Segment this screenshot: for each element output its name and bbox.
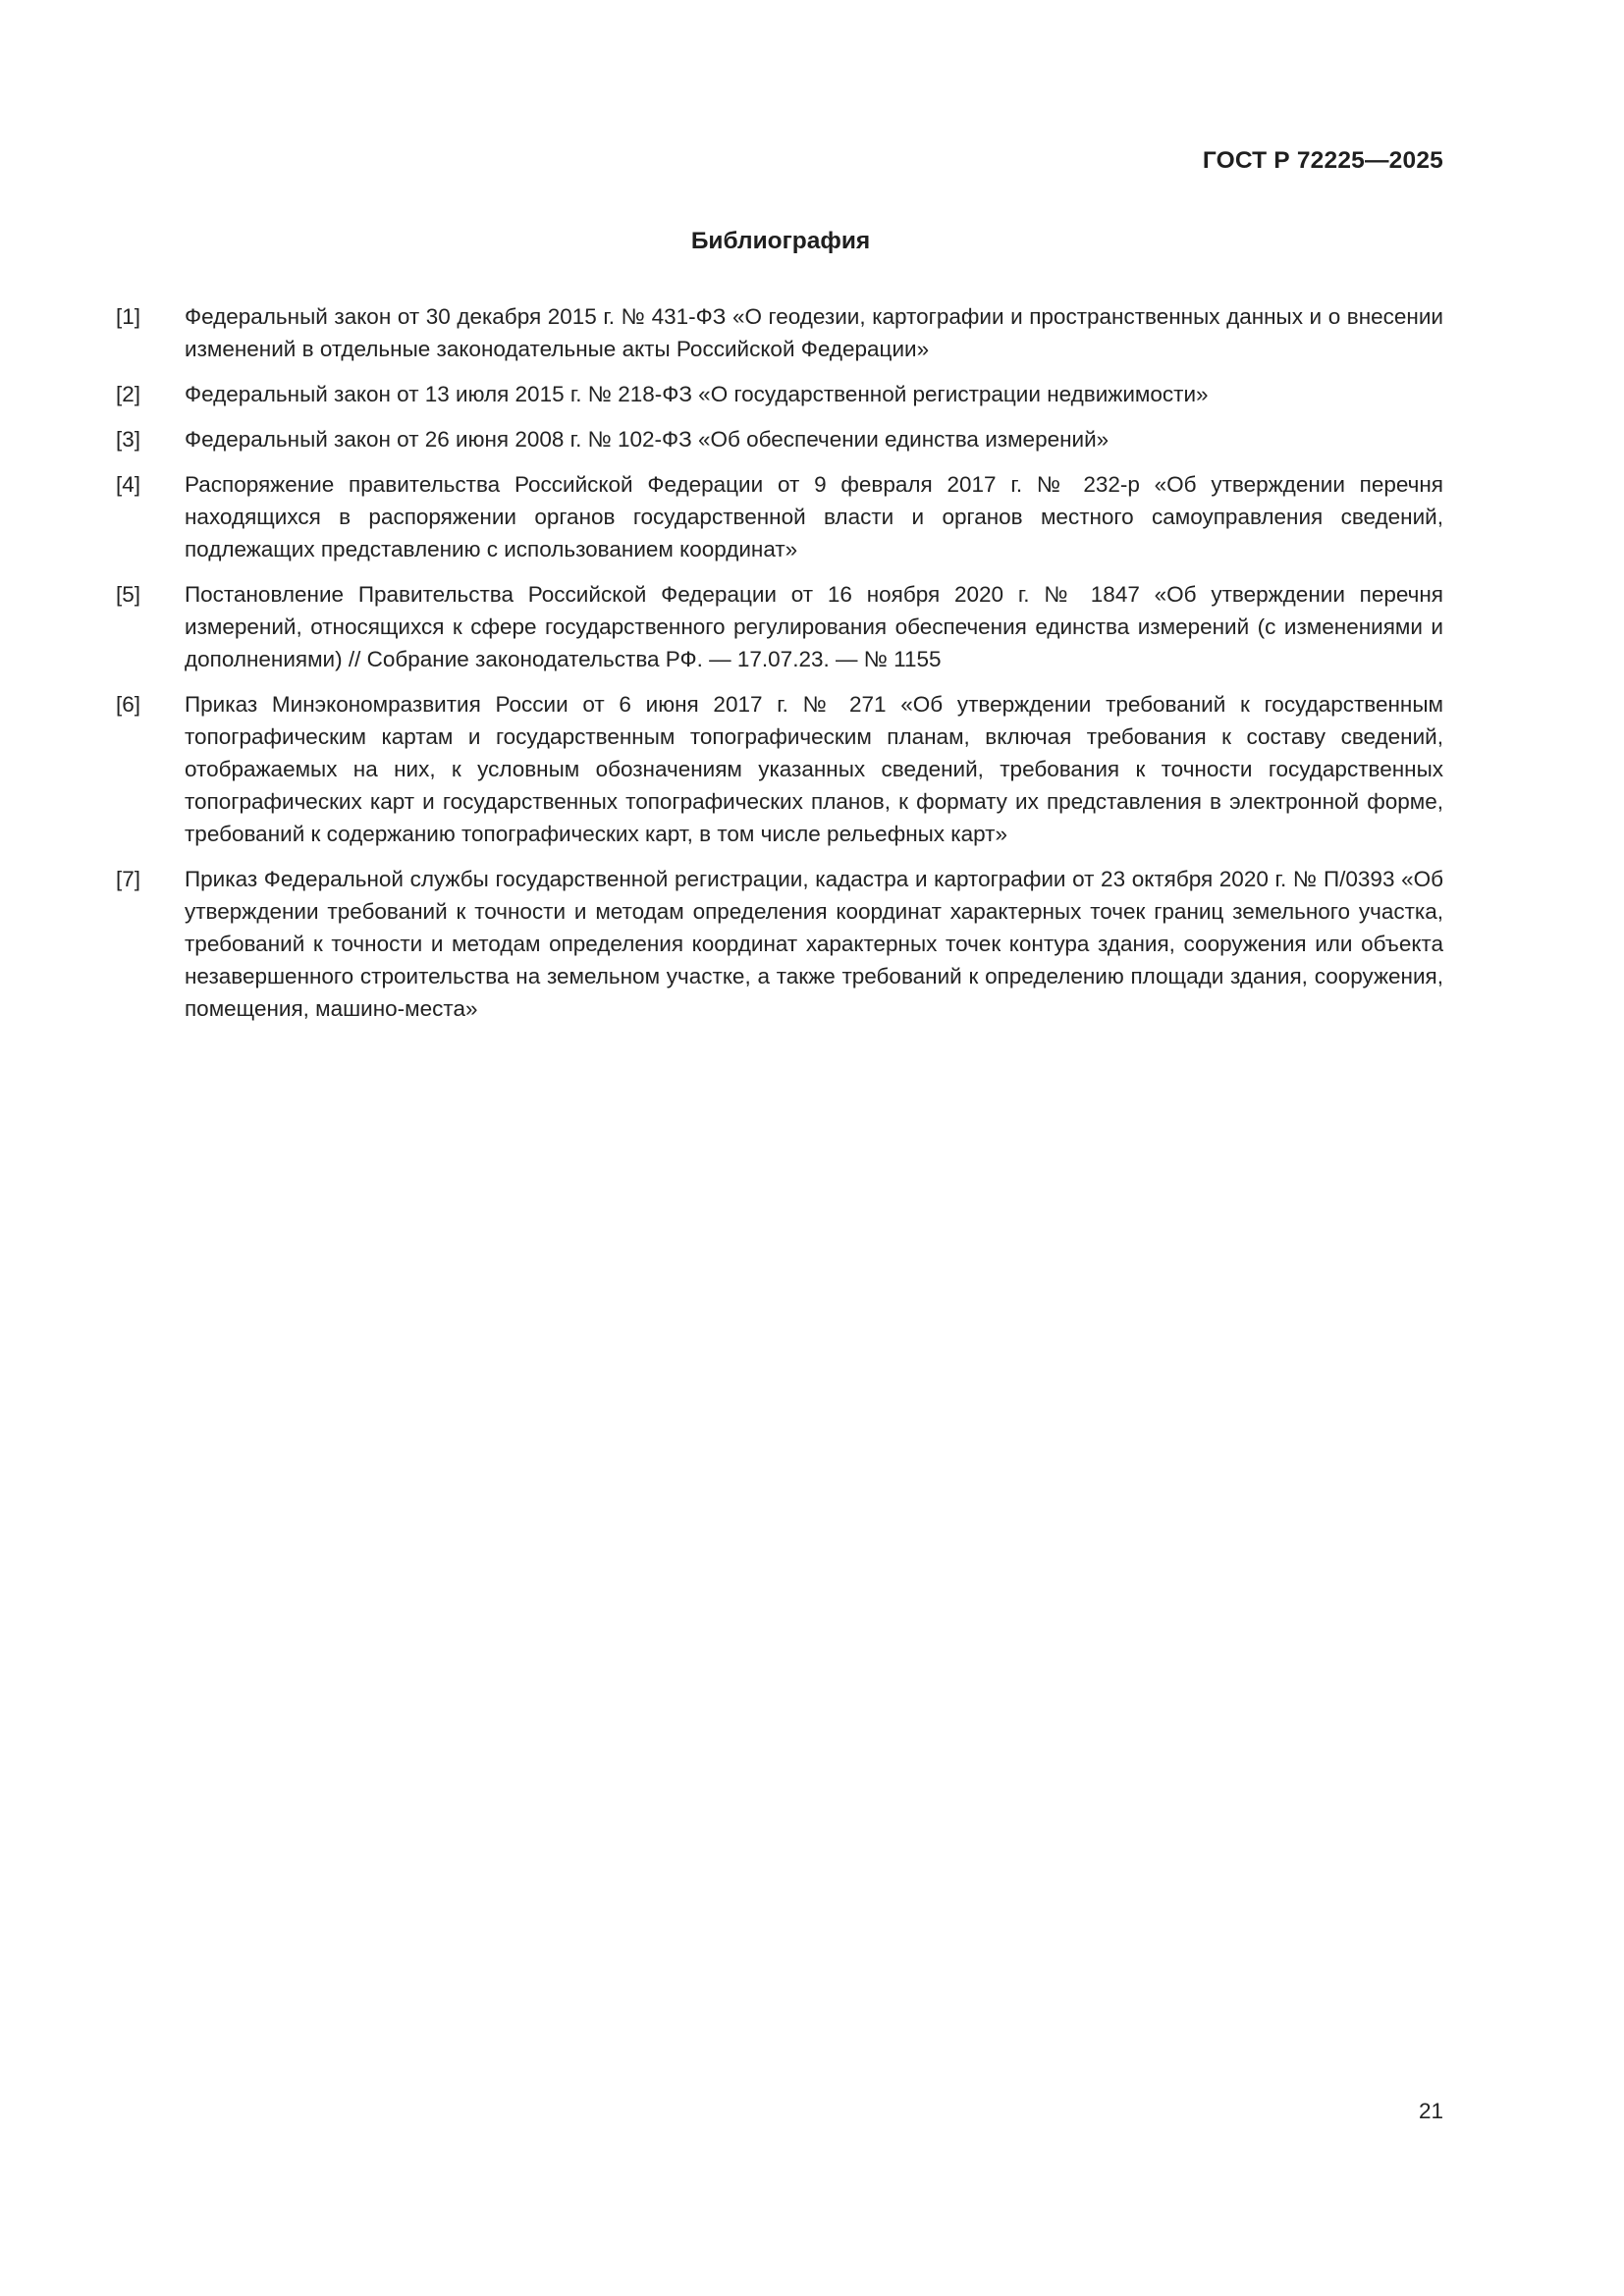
bibliography-entry — [116, 300, 1443, 365]
entry-text: Федеральный закон от 30 декабря 2015 г. № 431-ФЗ «О геодезии, картографии и пространственных данных и о внесении изменений в отдельные законодательные акты Российской Федерации» — [185, 304, 1443, 361]
entry-number: [7] — [116, 867, 141, 891]
entry-number: [1] — [116, 304, 141, 329]
entry-text: Распоряжение правительства Российской Федерации от 9 февраля 2017 г. № 232-р «Об утверждении перечня находящихся в распоряжении органов государственной власти и органов местного самоуправления сведений, подлежащих представлению с использованием координат» — [185, 472, 1443, 561]
entry-number: [4] — [116, 472, 141, 497]
bibliography-entry — [116, 378, 1443, 410]
bibliography-entry — [116, 688, 1443, 850]
bibliography-entry — [116, 423, 1443, 455]
page-number: 21 — [1418, 2099, 1443, 2123]
entry-text: Приказ Федеральной службы государственной регистрации, кадастра и картографии от 23 октября 2020 г. № П/0393 «Об утверждении требований к точности и методам определения координат характерных точек границ земельного участка, требований к точности и методам определения координат характерных точек контура здания, сооружения или объекта незавершенного строительства на земельном участке, а также требований к определению площади здания, сооружения, помещения, машино-места» — [185, 867, 1443, 1021]
entry-text: Постановление Правительства Российской Федерации от 16 ноября 2020 г. № 1847 «Об утверждении перечня измерений, относящихся к сфере государственного регулирования обеспечения единства измерений (с изменениями и дополнениями) // Собрание законодательства РФ. — 17.07.23. — № 1155 — [185, 582, 1443, 671]
entry-text: Федеральный закон от 26 июня 2008 г. № 102-ФЗ «Об обеспечении единства измерений» — [185, 427, 1110, 452]
entry-text: Федеральный закон от 13 июля 2015 г. № 218-ФЗ «О государственной регистрации недвижимости» — [185, 382, 1209, 406]
entry-number: [6] — [116, 692, 141, 717]
entry-number: [3] — [116, 427, 141, 452]
entry-text: Приказ Минэкономразвития России от 6 июня 2017 г. № 271 «Об утверждении требований к государственным топографическим картам и государственным топографическим планам, включая требования к составу сведений, отображаемых на них, к условным обозначениям указанных сведений, требования к точности государственных топографических карт и государственных топографических планов, к формату их представления в электронной форме, требований к содержанию топографических карт, в том числе рельефных карт» — [185, 692, 1443, 846]
bibliography-list — [116, 300, 1443, 1038]
bibliography-entry — [116, 863, 1443, 1025]
entry-number: [2] — [116, 382, 141, 406]
bibliography-entry — [116, 468, 1443, 565]
document-code: ГОСТ Р 72225—2025 — [1202, 147, 1443, 174]
entry-number: [5] — [116, 582, 141, 607]
bibliography-entry — [116, 578, 1443, 675]
section-title: Библиография — [690, 228, 871, 254]
